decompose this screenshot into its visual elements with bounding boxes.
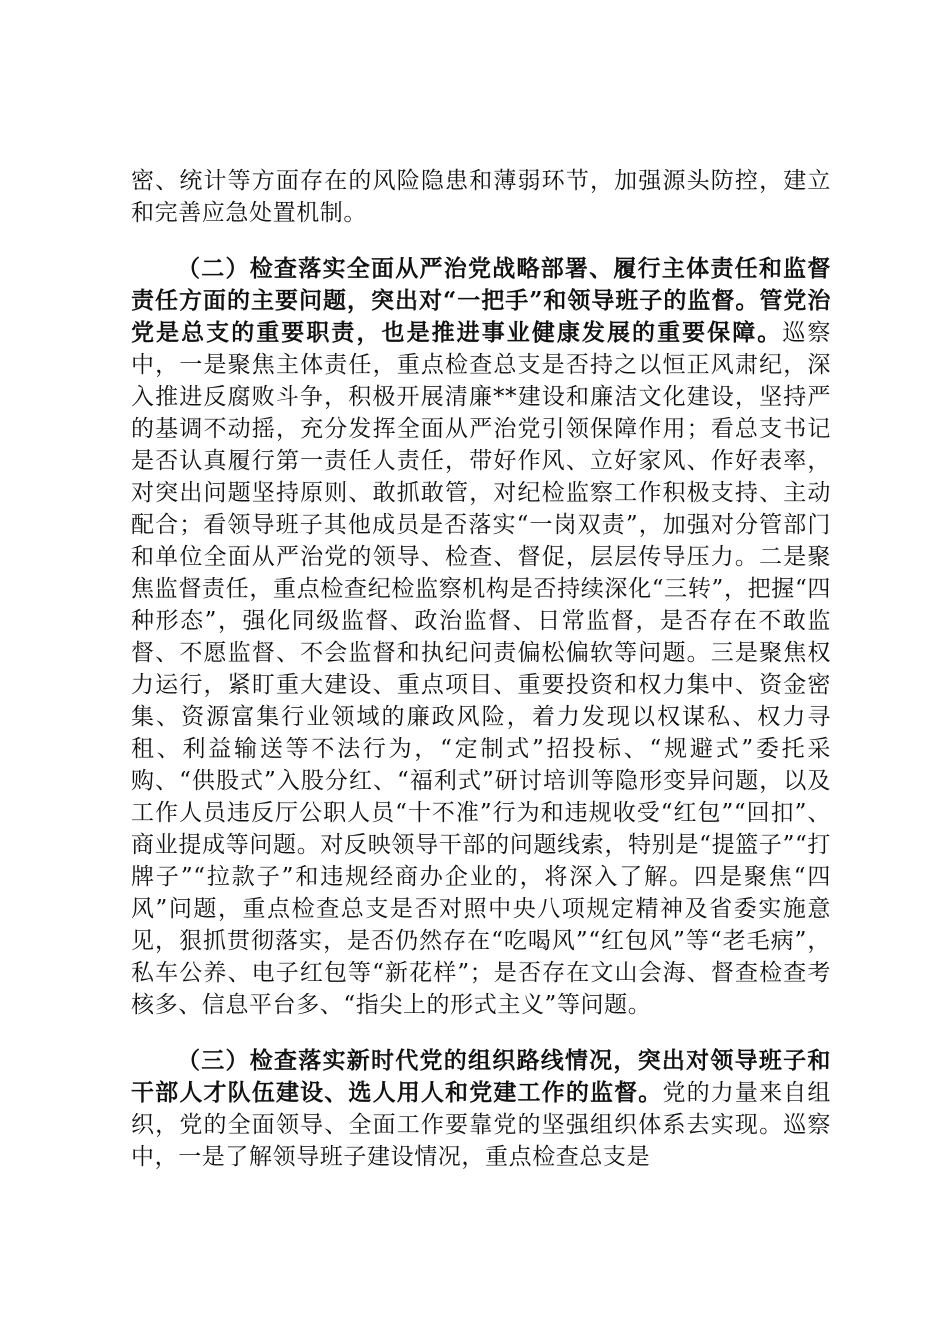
paragraph-text: 密、统计等方面存在的风险隐患和薄弱环节，加强源头防控，建立和完善应急处置机制。 bbox=[131, 168, 831, 226]
paragraph-continuation bbox=[131, 165, 831, 229]
paragraph-section-2 bbox=[131, 253, 831, 1021]
section-heading-2: （二）检查落实全面从严治党战略部署、履行主体责任和监督责任方面的主要问题，突出对“一把手”和领导班子的监督。管党治党是总支的重要职责，也是推进事业健康发展的重要保障。 bbox=[131, 255, 831, 346]
section-heading-3: （三）检查落实新时代党的组织路线情况，突出对领导班子和干部人才队伍建设、选人用人和党建工作的监督。 bbox=[131, 1047, 831, 1106]
paragraph-spacer bbox=[131, 1021, 831, 1045]
section-body-2: 巡察中，一是聚焦主体责任，重点检查总支是否持之以恒正风肃纪，深入推进反腐败斗争，积极开展清廉**建设和廉洁文化建设，坚持严的基调不动摇，充分发挥全面从严治党引领保障作用；看总支书记是否认真履行第一责任人责任，带好作风、立好家风、作好表率，对突出问题坚持原则、敢抓敢管，对纪检监察工作积极支持、主动配合；看领导班子其他成员是否落实“一岗双责”，加强对分管部门和单位全面从严治党的领导、检查、督促，层层传导压力。二是聚焦监督责任，重点检查纪检监察机构是否持续深化“三转”，把握“四种形态”，强化同级监督、政治监督、日常监督，是否存在不敢监督、不愿监督、不会监督和执纪问责偏松偏软等问题。三是聚焦权力运行，紧盯重大建设、重点项目、重要投资和权力集中、资金密集、资源富集行业领域的廉政风险，着力发现以权谋私、权力寻租、利益输送等不法行为，“定制式”招投标、“规避式”委托采购、“供股式”入股分红、“福利式”研讨培训等隐形变异问题，以及工作人员违反厅公职人员“十不准”行为和违规收受“红包”“回扣”、商业提成等问题。对反映领导干部的问题线索，特别是“提篮子”“打牌子”“拉款子”和违规经商办企业的，将深入了解。四是聚焦“四风”问题，重点检查总支是否对照中央八项规定精神及省委实施意见，狠抓贯彻落实，是否仍然存在“吃喝风”“红包风”等“老毛病”，私车公养、电子红包等“新花样”；是否存在文山会海、督查检查考核多、信息平台多、“指尖上的形式主义”等问题。 bbox=[131, 320, 831, 1018]
section-body-3: 党的力量来自组织，党的全面领导、全面工作要靠党的坚强组织体系去实现。巡察中，一是了解领导班子建设情况，重点检查总支是 bbox=[131, 1080, 831, 1170]
paragraph-section-3 bbox=[131, 1045, 831, 1173]
document-page bbox=[131, 165, 831, 1173]
paragraph-spacer bbox=[131, 229, 831, 253]
